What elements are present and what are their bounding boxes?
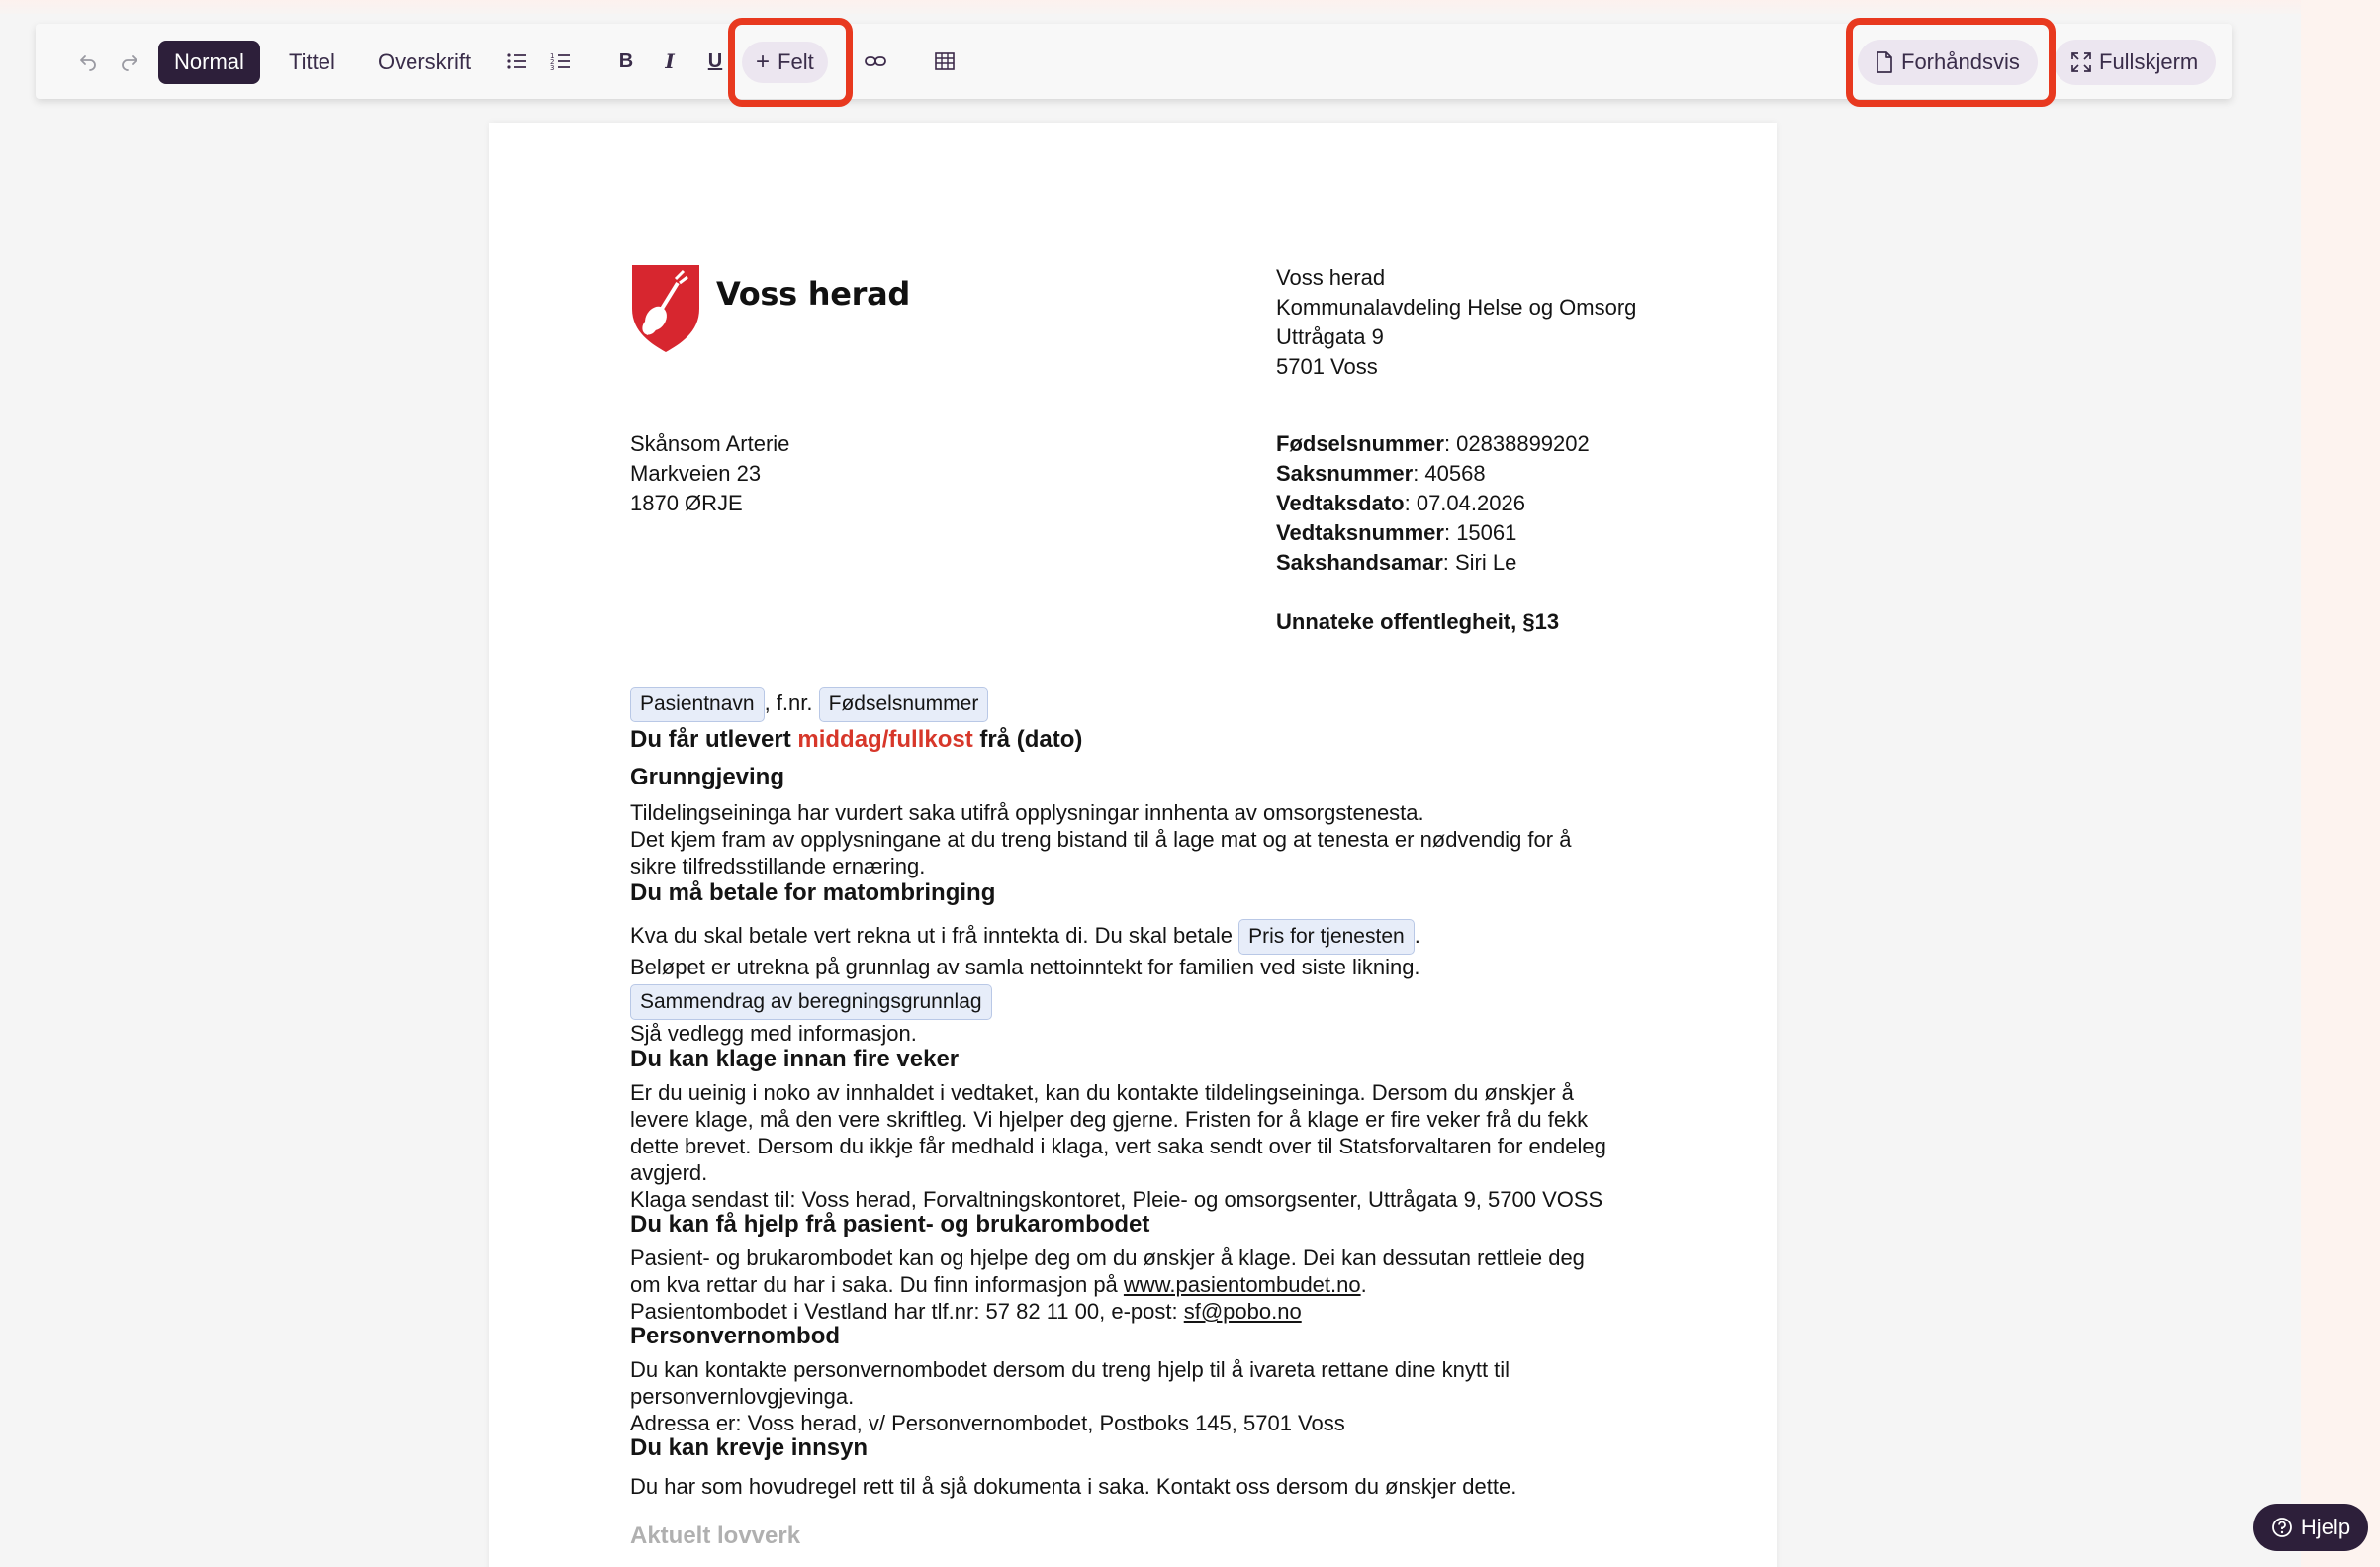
style-normal-button[interactable]: Normal (158, 41, 260, 84)
meta-value: : 40568 (1413, 461, 1486, 486)
bullet-list-icon (506, 51, 528, 71)
recipient-street: Markveien 23 (630, 461, 762, 486)
meta-label: Vedtaksnummer (1276, 520, 1444, 545)
sender-line: Voss herad (1276, 265, 1386, 290)
document-page (489, 123, 1777, 1567)
bold-button[interactable]: B (618, 49, 634, 72)
placeholder-service: middag/fullkost (797, 726, 973, 753)
highlight-insert-field (728, 18, 853, 107)
style-title-button[interactable]: Tittel (289, 49, 335, 74)
svg-text:3: 3 (550, 64, 555, 71)
letter-title: Du får utlevert middag/fullkost frå (dato) (630, 726, 1083, 753)
fnr-text: , f.nr. (764, 691, 813, 715)
heading-lovverk: Aktuelt lovverk (630, 1522, 801, 1549)
svg-text:1: 1 (550, 52, 555, 60)
paragraph-grunngjeving: Tildelingseininga har vurdert saka utifrå opplysningar innhenta av omsorgstenesta. Det kjem fram av opplysningane at du treng bistand til å lage mat og at tenesta er nødvendig for å sikre tilfredsstillande ernæring. (630, 800, 1572, 878)
heading-personvern: Personvernombod (630, 1323, 841, 1349)
paragraph-personvern: Du kan kontakte personvernombodet dersom du treng hjelp til å ivareta rettane dine knytt til personvernlovgjevinga. Adressa er: Voss herad, v/ Personvernombodet, Postboks 145, 5701 Voss (630, 1357, 1510, 1435)
meta-label: Fødselsnummer (1276, 431, 1444, 456)
field-chip-price[interactable]: Pris for tjenesten (1238, 919, 1415, 955)
heading-grunngjeving: Grunngjeving (630, 764, 784, 790)
underline-button[interactable]: U (707, 49, 723, 72)
meta-value: : Siri Le (1442, 550, 1517, 575)
paragraph-innsyn: Du har som hovudregel rett til å sjå dokumenta i saka. Kontakt oss dersom du ønskjer dette. (630, 1474, 1517, 1499)
sender-line: Uttrågata 9 (1276, 324, 1384, 349)
undo-button[interactable] (69, 43, 107, 80)
highlight-preview (1846, 18, 2056, 107)
help-label: Hjelp (2300, 1515, 2351, 1539)
right-panel-edge (2301, 0, 2380, 1567)
meta-row (1276, 518, 1590, 548)
letter-body (630, 687, 1639, 1551)
fullscreen-label: Fullskjerm (2099, 49, 2199, 74)
paragraph-betale: Kva du skal betale vert rekna ut i frå inntekta di. Du skal betale Pris for tjenesten . Beløpet er utrekna på grunnlag av samla nettoinntekt for familien ved siste likning. Sammendrag av beregningsgrunnlag Sjå vedlegg med informasjon. (630, 919, 1639, 1048)
meta-row (1276, 459, 1590, 489)
link-icon (865, 54, 886, 68)
fullscreen-button[interactable] (2054, 40, 2216, 85)
case-metadata (1276, 429, 1590, 637)
paragraph-klage: Er du ueinig i noko av innhaldet i vedtaket, kan du kontakte tildelingseininga. Dersom du ønskjer å levere klage, må den vere skriftleg. Vi hjelper deg gjerne. Fristen for å klage er fire veker frå du fekk dette brevet. Dersom du ikkje får medhald i klaga, vert saka sendt over til Statsforvaltaren for endeleg avgjerd. Klaga sendast til: Voss herad, Forvaltningskontoret, Pleie- og omsorgsenter, Uttrågata 9, 5700 VOSS (630, 1080, 1606, 1212)
fullscreen-icon (2071, 52, 2091, 72)
redo-icon (120, 51, 139, 71)
meta-label: Saksnummer (1276, 461, 1414, 486)
bullet-list-button[interactable] (499, 43, 536, 80)
heading-betale: Du må betale for matombringing (630, 879, 996, 906)
meta-value: : 02838899202 (1443, 431, 1590, 456)
exempt-notice: Unnateke offentlegheit, §13 (1276, 609, 1560, 634)
numbered-list-button[interactable] (542, 43, 580, 80)
svg-text:2: 2 (550, 58, 555, 66)
meta-value: : 15061 (1443, 520, 1517, 545)
coat-of-arms-logo (630, 263, 701, 354)
numbered-list-icon (550, 51, 572, 71)
table-button[interactable] (926, 43, 963, 80)
heading-ombod: Du kan få hjelp frå pasient- og brukarombodet (630, 1211, 1150, 1238)
sender-line: Kommunalavdeling Helse og Omsorg (1276, 295, 1637, 320)
sender-address (1276, 263, 1636, 382)
preview-label: Forhåndsvis (1901, 49, 2020, 74)
logo-text: Voss herad (716, 275, 911, 313)
meta-value: : 07.04.2026 (1404, 491, 1525, 515)
link-email[interactable]: sf@pobo.no (1183, 1299, 1302, 1324)
style-heading-button[interactable]: Overskrift (378, 49, 472, 74)
meta-row (1276, 429, 1590, 459)
field-chip-patient-name[interactable]: Pasientnavn (630, 687, 765, 722)
heading-innsyn: Du kan krevje innsyn (630, 1434, 869, 1461)
recipient-city: 1870 ØRJE (630, 491, 743, 515)
paragraph-ombod: Pasient- og brukarombodet kan og hjelpe deg om du ønskjer å klage. Dei kan dessutan rettleie deg om kva rettar du har i saka. Du finn informasjon på www.pasientombudet.no. Pasientombodet i Vestland har tlf.nr: 57 82 11 00, e-post: sf@pobo.no (630, 1245, 1585, 1324)
help-icon (2271, 1517, 2293, 1538)
undo-icon (78, 51, 98, 71)
table-icon (935, 52, 955, 70)
heading-klage: Du kan klage innan fire veker (630, 1046, 960, 1072)
field-chip-birth-number[interactable]: Fødselsnummer (819, 687, 989, 722)
top-strip (0, 0, 2301, 14)
italic-button[interactable]: I (665, 49, 675, 73)
sender-line: 5701 Voss (1276, 354, 1378, 379)
meta-row (1276, 489, 1590, 518)
meta-label: Vedtaksdato (1276, 491, 1405, 515)
meta-row (1276, 548, 1590, 578)
redo-button[interactable] (111, 43, 148, 80)
insert-field-label: Felt (778, 49, 814, 74)
meta-label: Sakshandsamar (1276, 550, 1443, 575)
plus-icon: + (756, 48, 771, 75)
recipient-name: Skånsom Arterie (630, 431, 790, 456)
link-button[interactable] (857, 43, 894, 80)
field-chip-summary[interactable]: Sammendrag av beregningsgrunnlag (630, 984, 992, 1020)
link-pasientombudet[interactable]: www.pasientombudet.no (1123, 1272, 1361, 1297)
recipient-address (630, 429, 789, 518)
help-button[interactable] (2253, 1504, 2368, 1551)
